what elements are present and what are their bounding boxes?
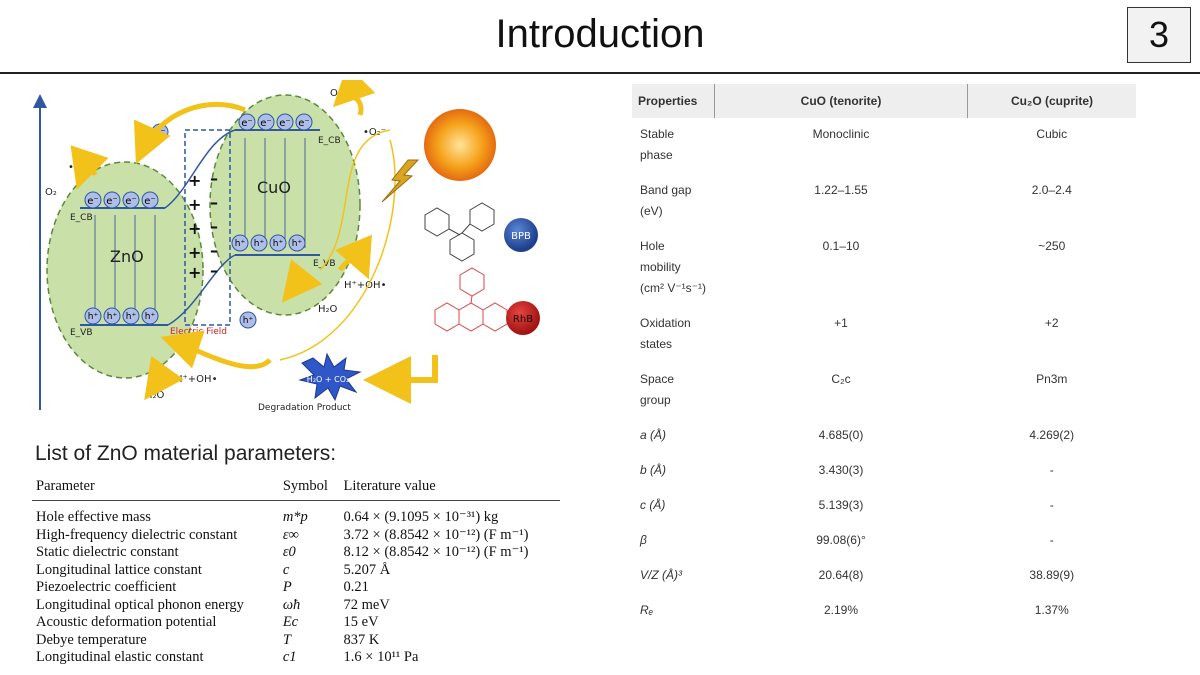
svg-text:H⁺+OH•: H⁺+OH•: [175, 374, 218, 385]
table-row: Hole mobility (cm² V⁻¹s⁻¹) 0.1–10 ~250: [640, 239, 1066, 295]
svg-text:+: +: [188, 263, 202, 282]
svg-text:E_CB: E_CB: [318, 136, 341, 146]
burst-label: H₂O + CO₂: [306, 375, 350, 384]
svg-text:+: +: [188, 171, 202, 190]
table-row: Longitudinal optical phonon energy ωħ 72 meV: [36, 596, 390, 613]
page-number: 3: [1127, 7, 1191, 63]
col-cuo: CuO (tenorite): [715, 84, 968, 118]
zno-table-title: List of ZnO material parameters:: [35, 442, 337, 465]
lightning-icon: [382, 160, 418, 202]
zno-label: ZnO: [110, 247, 144, 266]
svg-text:E_VB: E_VB: [313, 259, 336, 269]
table-row: Rₑ 2.19% 1.37%: [640, 603, 1069, 617]
svg-text:E_VB: E_VB: [70, 328, 93, 338]
svg-text:–: –: [210, 193, 218, 212]
svg-text:e⁻: e⁻: [106, 196, 118, 207]
table-row: c (Å) 5.139(3) -: [640, 498, 1054, 512]
col-cu2o: Cu₂O (cuprite): [968, 84, 1137, 118]
svg-text:h⁺: h⁺: [234, 239, 246, 249]
table-row: Acoustic deformation potential Ec 15 eV: [36, 614, 379, 630]
table-row: β 99.08(6)° -: [640, 533, 1054, 547]
table-row: Static dielectric constant ε0 8.12 × (8.8542 × 10⁻¹²) (F m⁻¹): [36, 544, 529, 560]
svg-text:E_CB: E_CB: [70, 213, 93, 223]
col-value: Literature value: [340, 476, 560, 501]
table-row: Band gap (eV) 1.22–1.55 2.0–2.4: [640, 183, 1072, 218]
svg-text:•O₂⁻: •O₂⁻: [68, 162, 92, 173]
bpb-label: BPB: [511, 231, 531, 242]
svg-text:e⁻: e⁻: [87, 196, 99, 207]
svg-text:h⁺: h⁺: [106, 312, 118, 322]
table-row: Debye temperature T 837 K: [36, 631, 380, 648]
svg-text:e⁻: e⁻: [144, 196, 156, 207]
svg-text:O₂: O₂: [45, 187, 57, 198]
svg-text:h⁺: h⁺: [125, 312, 137, 322]
rhb-molecule-icon: [435, 268, 507, 331]
svg-text:e⁻: e⁻: [154, 128, 166, 139]
copper-oxide-properties-table: [632, 84, 1136, 629]
zno-parameters-table: [32, 476, 560, 667]
table-row: b (Å) 3.430(3) -: [640, 463, 1054, 477]
svg-text:h⁺: h⁺: [253, 239, 265, 249]
svg-text:•O₂⁻: •O₂⁻: [363, 127, 387, 138]
col-parameter: Parameter: [32, 476, 279, 501]
svg-text:e⁻: e⁻: [241, 118, 253, 129]
table-row: a (Å) 4.685(0) 4.269(2): [640, 428, 1075, 442]
svg-text:+: +: [188, 243, 202, 262]
svg-text:H₂O: H₂O: [318, 304, 338, 315]
bpb-molecule-icon: [425, 203, 494, 261]
svg-text:+: +: [188, 195, 202, 214]
table-row: Space group C₂c Pn3m: [640, 372, 1068, 407]
svg-text:O₂: O₂: [330, 88, 342, 99]
svg-text:H⁺+OH•: H⁺+OH•: [344, 280, 387, 291]
svg-text:H₂O: H₂O: [145, 390, 165, 401]
table-row: V/Z (Å)³ 20.64(8) 38.89(9): [640, 568, 1075, 582]
col-properties: Properties: [632, 84, 715, 118]
table-row: Piezoelectric coefficient P 0.21: [36, 579, 369, 595]
svg-text:–: –: [210, 241, 218, 260]
svg-text:–: –: [210, 169, 218, 188]
svg-text:–: –: [210, 261, 218, 280]
table-row: Oxidation states +1 +2: [640, 316, 1059, 351]
table-row: High-frequency dielectric constant ε∞ 3.72 × (8.8542 × 10⁻¹²) (F m⁻¹): [36, 526, 529, 543]
svg-text:e⁻: e⁻: [260, 118, 272, 129]
rhb-label: RhB: [512, 314, 534, 325]
svg-text:e⁻: e⁻: [279, 118, 291, 129]
svg-text:h⁺: h⁺: [291, 239, 303, 249]
table-row: Longitudinal lattice constant c 5.207 Å: [36, 561, 391, 578]
title-divider: [0, 72, 1200, 74]
photocatalysis-diagram: [30, 80, 600, 420]
svg-text:h⁺: h⁺: [272, 239, 284, 249]
table-row: Longitudinal elastic constant c1 1.6 × 10¹¹ Pa: [36, 649, 419, 665]
svg-text:h⁺: h⁺: [144, 312, 156, 322]
electric-field-label: Electric Field: [170, 327, 227, 337]
col-symbol: Symbol: [279, 476, 340, 501]
sun-icon: [424, 109, 496, 181]
table-row: Stable phase Monoclinic Cubic: [640, 127, 1068, 162]
svg-text:e⁻: e⁻: [125, 196, 137, 207]
slide-title: Introduction: [495, 12, 705, 56]
cuo-label: CuO: [257, 178, 291, 197]
svg-text:e⁻: e⁻: [298, 118, 310, 129]
svg-text:h⁺: h⁺: [87, 312, 99, 322]
svg-text:–: –: [210, 217, 218, 236]
svg-text:Degradation Product: Degradation Product: [258, 403, 351, 413]
svg-text:+: +: [188, 219, 202, 238]
svg-text:h⁺: h⁺: [242, 316, 254, 326]
table-row: Hole effective mass m*p 0.64 × (9.1095 × 10⁻³¹) kg: [36, 509, 499, 525]
